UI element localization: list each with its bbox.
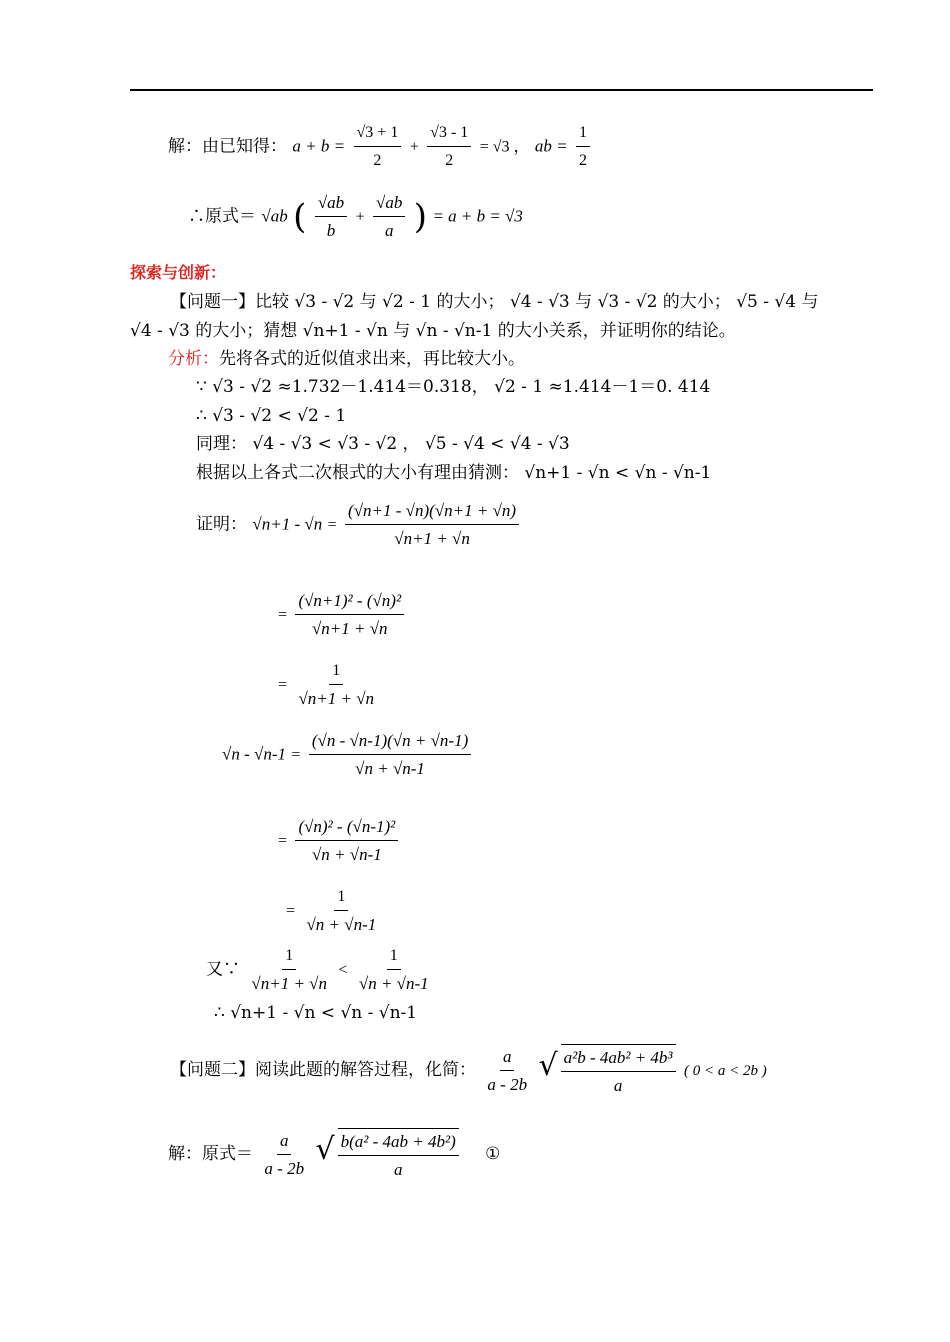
solution-label: 解：由已知得： <box>168 136 287 157</box>
fraction <box>356 945 432 995</box>
fraction <box>338 1128 459 1181</box>
fraction <box>309 730 471 780</box>
question-2-line <box>170 1044 767 1097</box>
denominator: √n+1 + √n <box>251 974 328 993</box>
fraction <box>315 192 347 242</box>
explore-heading: 探索与创新： <box>130 263 227 282</box>
conclusion-line: ∴ √n+1 - √n < √n - √n-1 <box>214 1003 418 1023</box>
numerator: (√n - √n-1)(√n + √n-1) <box>309 730 471 755</box>
proof-label: 证明： <box>196 514 247 535</box>
numerator: √ab <box>373 192 405 217</box>
denominator: √n+1 + √n <box>311 619 388 638</box>
denominator: √n + √n-1 <box>306 915 377 934</box>
proof-step-2: = $\frac{\text{(√n+1)² - (√n)²}}{√n+1 + √n}$ <box>278 590 407 640</box>
sum-expr: a + b = <box>292 136 346 156</box>
guess-line: 根据以上各式二次根式的大小有理由猜测： √n+1 - √n < √n - √n-1 <box>196 463 712 483</box>
denominator: a <box>384 221 394 240</box>
question-2-label: 【问题二】阅读此题的解答过程，化简： <box>170 1060 476 1080</box>
fraction <box>295 590 404 640</box>
numerator: √ab <box>315 192 347 217</box>
denominator: √n+1 + √n <box>394 529 470 548</box>
denominator: √n + √n-1 <box>311 845 382 864</box>
fraction <box>427 122 471 172</box>
proof-step-3: = $\frac{1}{√n+1 + √n}$ <box>278 660 380 710</box>
therefore-line: ∴ √3 - √2 < √2 - 1 <box>196 406 347 426</box>
numerator: 1 <box>387 945 401 970</box>
denominator: √n + √n-1 <box>358 974 429 993</box>
proof-step-4: √n - √n-1 = $\frac{(√n - √n-1)(√n + √n-1)}{√n + √n-1}$ <box>222 730 474 780</box>
header-rule <box>130 89 873 91</box>
result: = √3 ， <box>479 138 530 156</box>
product-expr: ab = <box>534 136 568 156</box>
proof-step-5: = $\frac{\text{(√n)² - (√n-1)²}}{√n + √n-1}$ <box>278 816 401 866</box>
fraction <box>484 1046 530 1096</box>
fraction <box>354 122 402 172</box>
analysis-line <box>168 348 525 370</box>
fraction <box>561 1044 676 1097</box>
numerator: √3 - 1 <box>427 122 471 147</box>
denominator: √n + √n-1 <box>355 759 425 778</box>
numerator: (√n)² - (√n-1)² <box>295 816 398 841</box>
denominator: a <box>613 1076 623 1095</box>
question-1-line-1: 【问题一】比较 √3 - √2 与 √2 - 1 的大小； √4 - √3 与 √3 - √2 的大小； √5 - √4 与 <box>170 292 819 312</box>
result: = a + b = √3 <box>432 206 523 226</box>
fraction <box>295 660 377 710</box>
solution-line-1: 解：由已知得： a + b = $\frac{√3 + 1}{2}$ + $\frac{√3 - 1}{2}$ = √3 ， ab = $\frac{1}{2}$ <box>168 122 593 172</box>
numerator: √3 + 1 <box>354 122 402 147</box>
numerator: b(a² - 4ab + 4b²) <box>338 1131 459 1156</box>
radical: √ $\frac{\text{b(a² - 4ab + 4b²)}}{a}$ <box>315 1128 461 1181</box>
denominator: a - 2b <box>487 1074 528 1094</box>
numerator: (√n+1)² - (√n)² <box>295 590 404 615</box>
numerator: (√n+1 - √n)(√n+1 + √n) <box>345 500 519 525</box>
numerator: 1 <box>576 122 590 147</box>
original-expr-label: ∴原式＝ <box>188 206 256 227</box>
fraction <box>261 1130 307 1180</box>
question-1-line-2: √4 - √3 的大小；猜想 √n+1 - √n 与 √n - √n-1 的大小关系，并证明你的结论。 <box>130 321 736 341</box>
fraction <box>345 500 519 550</box>
fraction <box>248 945 330 995</box>
denominator: √n+1 + √n <box>298 689 375 708</box>
solution-label: 解：原式＝ <box>168 1144 253 1164</box>
fraction <box>373 192 405 242</box>
denominator: a - 2b <box>264 1158 305 1178</box>
fraction <box>295 816 398 866</box>
lhs: √n - √n-1 <box>222 744 286 764</box>
proof-step-1: 证明： √n+1 - √n = $\frac{(√n+1 - √n)(√n+1 + √n)}{√n+1 + √n}$ <box>196 500 522 550</box>
again-label: 又∵ <box>206 959 240 980</box>
solution-line-2: ∴原式＝ √ab ( $\frac{√ab}{b}$ + $\frac{√ab}{a}$ ) = a + b = √3 <box>188 193 523 240</box>
sqrt-ab: √ab <box>261 206 288 226</box>
denominator: 2 <box>579 152 588 169</box>
denominator: 2 <box>445 152 454 169</box>
analysis-text: 先将各式的近似值求出来，再比较大小。 <box>219 349 525 369</box>
question-2-solution <box>168 1128 500 1181</box>
lhs: √n+1 - √n <box>252 514 323 534</box>
step-marker: ① <box>485 1144 501 1164</box>
fraction <box>576 122 590 172</box>
denominator: b <box>326 221 336 240</box>
fraction <box>303 886 379 936</box>
denominator: 2 <box>373 152 382 169</box>
denominator: a <box>393 1160 403 1179</box>
numerator: a <box>500 1046 515 1071</box>
radical: √ $\frac{\text{a²b - 4ab² + 4b³}}{a}$ <box>538 1044 678 1097</box>
numerator: 1 <box>329 660 343 685</box>
numerator: 1 <box>282 945 296 970</box>
proof-step-6: = $\frac{1}{√n + √n-1}$ <box>286 886 382 936</box>
again-line: 又∵ $\frac{1}{√n+1 + √n}$ < $\frac{1}{√n + √n-1}$ <box>206 945 435 995</box>
numerator: 1 <box>334 886 348 911</box>
analysis-label: 分析： <box>168 349 219 369</box>
numerator: a <box>277 1130 292 1155</box>
similarly-line: 同理： √4 - √3 < √3 - √2 ， √5 - √4 < √4 - √3 <box>196 434 570 454</box>
condition: ( 0 < a < 2b ) <box>683 1063 767 1079</box>
numerator: a²b - 4ab² + 4b³ <box>561 1047 676 1072</box>
because-line: ∵ √3 - √2 ≈1.732－1.414＝0.318， √2 - 1 ≈1.414－1＝0. 414 <box>196 377 711 397</box>
